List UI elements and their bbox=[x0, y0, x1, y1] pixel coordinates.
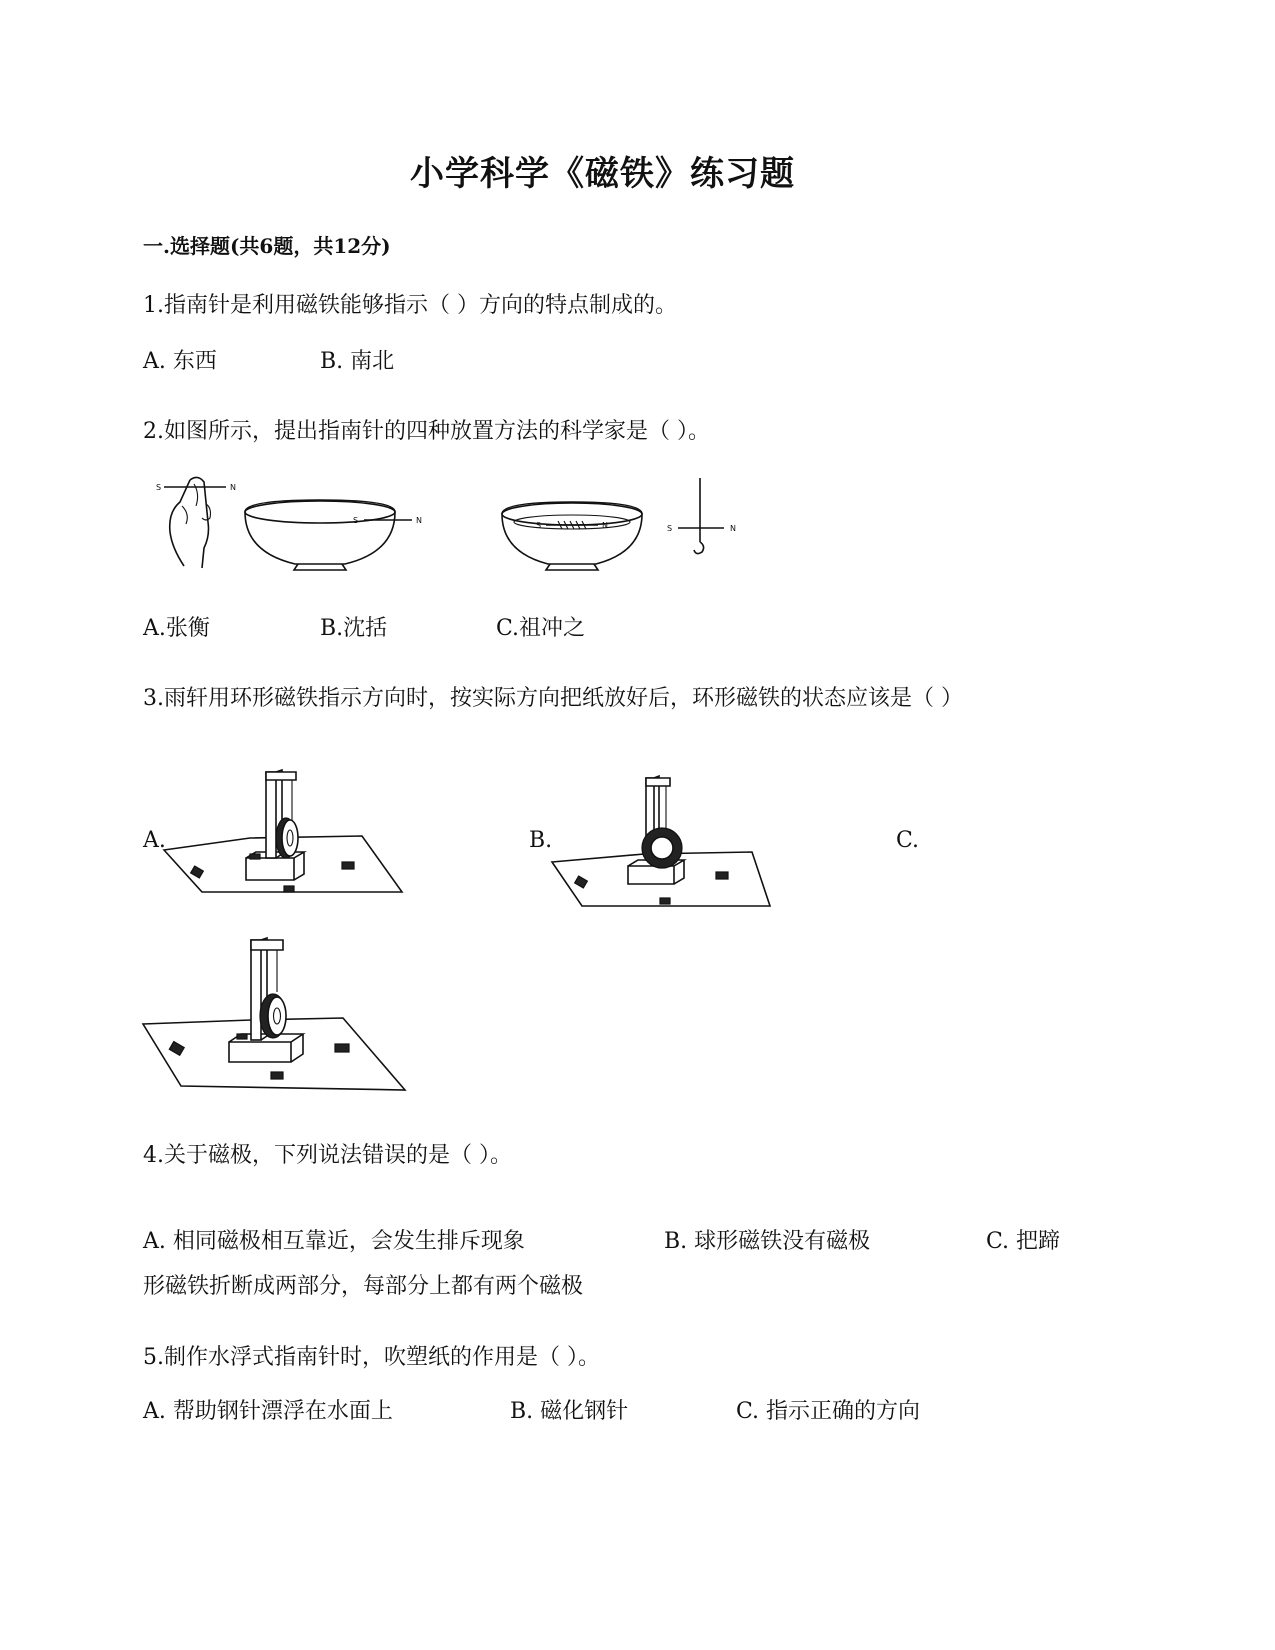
question-3-option-b[interactable]: B. bbox=[529, 828, 553, 853]
question-1-option-b[interactable]: B. 南北 bbox=[320, 349, 395, 374]
thread-suspension-method-drawing bbox=[667, 478, 736, 554]
svg-text:N: N bbox=[730, 524, 736, 533]
question-2-option-c[interactable]: C.祖冲之 bbox=[496, 616, 586, 641]
svg-text:S: S bbox=[536, 521, 542, 530]
question-2-option-b[interactable]: B.沈括 bbox=[320, 616, 388, 641]
question-4-option-c[interactable]: C. 把蹄 bbox=[986, 1229, 1061, 1254]
question-5-option-c[interactable]: C. 指示正确的方向 bbox=[736, 1399, 921, 1424]
fingernail-method-drawing bbox=[156, 477, 236, 568]
n-label: N bbox=[230, 483, 236, 492]
question-4-option-b[interactable]: B. 球形磁铁没有磁极 bbox=[664, 1229, 871, 1254]
svg-text:N: N bbox=[602, 521, 608, 530]
water-float-method-drawing bbox=[502, 502, 642, 570]
ring-magnet-option-a-drawing bbox=[162, 768, 422, 908]
page-title: 小学科学《磁铁》练习题 bbox=[410, 154, 795, 194]
question-3-option-c[interactable]: C. bbox=[896, 828, 920, 853]
svg-text:S: S bbox=[353, 516, 359, 525]
question-3-option-a[interactable]: A. bbox=[143, 828, 166, 853]
section-heading: 一.选择题(共6题，共12分) bbox=[143, 234, 391, 258]
question-5-stem: 5.制作水浮式指南针时，吹塑纸的作用是（ ）。 bbox=[143, 1345, 600, 1370]
compass-placement-figure bbox=[150, 470, 770, 580]
s-label: S bbox=[156, 483, 162, 492]
bowl-rim-method-drawing bbox=[245, 500, 422, 570]
svg-text:N: N bbox=[416, 516, 422, 525]
question-1-stem: 1.指南针是利用磁铁能够指示（ ）方向的特点制成的。 bbox=[143, 293, 677, 318]
question-2-stem: 2.如图所示，提出指南针的四种放置方法的科学家是（ ）。 bbox=[143, 419, 710, 444]
svg-text:S: S bbox=[667, 524, 673, 533]
ring-magnet-option-c-drawing bbox=[143, 934, 413, 1094]
question-2-option-a[interactable]: A.张衡 bbox=[143, 616, 210, 641]
question-3-stem: 3.雨轩用环形磁铁指示方向时，按实际方向把纸放好后，环形磁铁的状态应该是（ ） bbox=[143, 686, 963, 711]
question-4-option-a[interactable]: A. 相同磁极相互靠近，会发生排斥现象 bbox=[143, 1229, 525, 1254]
question-4-option-c-continued: 形磁铁折断成两部分，每部分上都有两个磁极 bbox=[143, 1274, 584, 1299]
question-4-stem: 4.关于磁极，下列说法错误的是（ ）。 bbox=[143, 1143, 512, 1168]
question-5-option-b[interactable]: B. 磁化钢针 bbox=[510, 1399, 629, 1424]
question-1-option-a[interactable]: A. 东西 bbox=[143, 349, 217, 374]
question-5-option-a[interactable]: A. 帮助钢针漂浮在水面上 bbox=[143, 1399, 393, 1424]
ring-magnet-option-b-drawing bbox=[548, 774, 808, 914]
